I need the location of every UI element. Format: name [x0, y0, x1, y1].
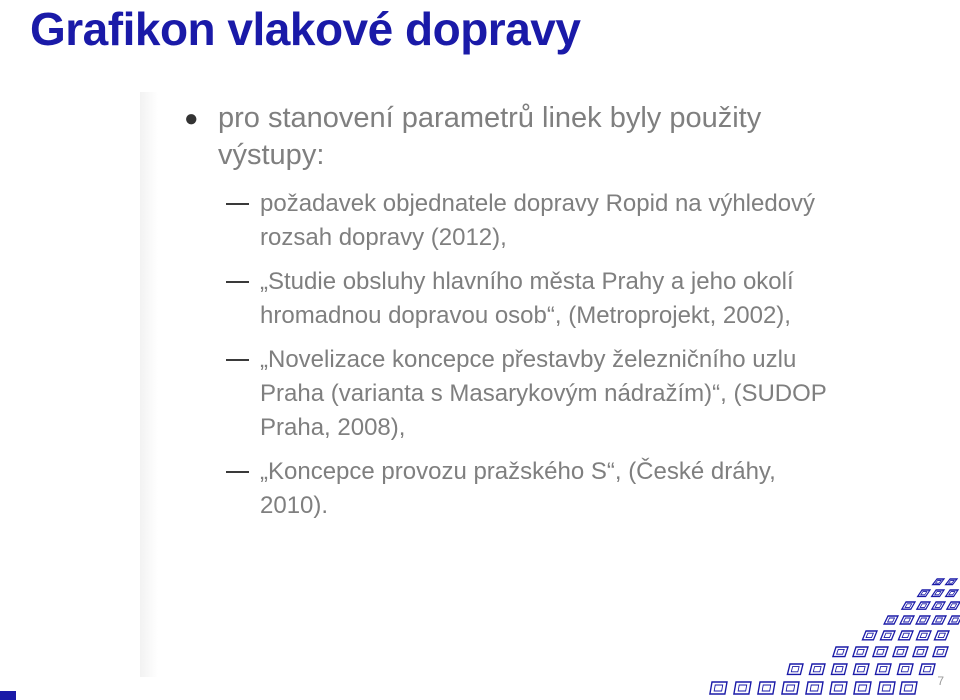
- decorative-square: [853, 664, 869, 674]
- sub-item-text: „Novelizace koncepce přestavby železničního uzlu Praha (varianta s Masarykovým nádražím)“, (SUDOP Praha, 2008),: [260, 346, 827, 441]
- sub-item-ceske-drahy: [178, 455, 838, 523]
- decorative-square: [932, 590, 944, 596]
- decorative-square: [913, 647, 928, 657]
- decorative-square: [947, 602, 960, 609]
- sub-item-sudop: [178, 343, 838, 445]
- sub-item-ropid: [178, 187, 838, 255]
- decorative-square: [830, 682, 847, 694]
- decorative-square: [900, 682, 917, 694]
- decorative-square: [862, 631, 877, 640]
- dash-icon: [226, 359, 249, 361]
- slide-content: [178, 100, 838, 533]
- decorative-square: [917, 602, 930, 609]
- dash-icon: [226, 281, 249, 283]
- decorative-square: [946, 579, 957, 585]
- decorative-square: [934, 631, 949, 640]
- sub-item-text: požadavek objednatele dopravy Ropid na výhledový rozsah dopravy (2012),: [260, 190, 816, 251]
- corner-mark: [0, 691, 16, 700]
- decorative-square: [918, 590, 930, 596]
- decorative-square: [809, 664, 825, 674]
- decorative-square: [916, 631, 931, 640]
- decorative-square: [758, 682, 775, 694]
- decorative-square: [902, 602, 915, 609]
- decorative-square: [875, 664, 891, 674]
- bullet-item: [178, 100, 838, 174]
- decorative-square: [898, 631, 913, 640]
- decorative-square: [831, 664, 847, 674]
- dash-icon: [226, 471, 249, 473]
- sub-item-text: „Koncepce provozu pražského S“, (České dráhy, 2010).: [260, 458, 776, 519]
- bullet-dot-icon: ●: [184, 105, 199, 132]
- decorative-square: [782, 682, 799, 694]
- decorative-square: [734, 682, 751, 694]
- slide-title: Grafikon vlakové dopravy: [30, 3, 581, 55]
- decorative-square: [833, 647, 848, 657]
- decorative-square: [933, 647, 948, 657]
- decorative-square: [853, 647, 868, 657]
- decorative-square: [897, 664, 913, 674]
- decorative-square: [932, 602, 945, 609]
- decorative-square: [787, 664, 803, 674]
- sub-item-metroprojekt: [178, 265, 838, 333]
- decorative-square: [806, 682, 823, 694]
- decorative-square: [854, 682, 871, 694]
- decorative-square: [710, 682, 727, 694]
- left-shade: [140, 92, 158, 677]
- decorative-square: [893, 647, 908, 657]
- decorative-square: [900, 616, 914, 624]
- decorative-square: [916, 616, 930, 624]
- decorative-square: [919, 664, 935, 674]
- decorative-square: [880, 631, 895, 640]
- bullet-text: pro stanovení parametrů linek byly použity výstupy:: [218, 102, 762, 171]
- decorative-square: [946, 590, 958, 596]
- decorative-square: [884, 616, 898, 624]
- decorative-square: [948, 616, 960, 624]
- dash-icon: [226, 203, 249, 205]
- decorative-square: [933, 579, 944, 585]
- sub-item-text: „Studie obsluhy hlavního města Prahy a jeho okolí hromadnou dopravou osob“, (Metroprojekt, 2002),: [260, 268, 794, 329]
- decorative-pattern: [640, 570, 960, 700]
- decorative-square: [878, 682, 895, 694]
- decorative-square: [932, 616, 946, 624]
- page-number: 7: [937, 674, 944, 688]
- decorative-square: [873, 647, 888, 657]
